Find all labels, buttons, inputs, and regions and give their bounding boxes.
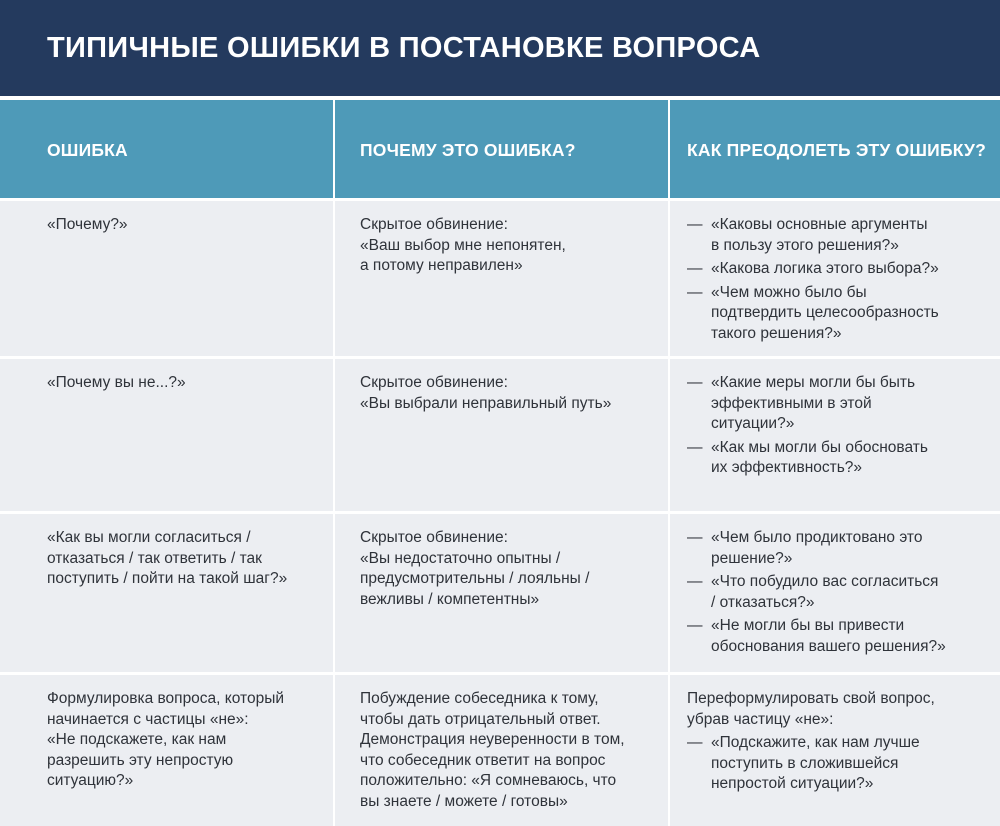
fix-text-line: подтвердить целесообразность [711,304,939,321]
fix-cell [670,675,1000,826]
fix-text-line: «Что побудило вас согласиться [711,573,939,590]
header-error: ОШИБКА [0,100,333,198]
title-bar [0,0,1000,96]
fix-intro-text-line: Переформулировать свой вопрос, [687,690,935,707]
fix-text-line: «Какова логика этого выбора?» [711,260,939,277]
fix-bullet [687,616,990,657]
error-text-line: Формулировка вопроса, который [47,690,284,707]
fix-intro [687,689,990,730]
fix-bullet [687,438,990,479]
error-text-line: «Почему?» [47,216,128,233]
error-cell [0,514,333,672]
header-why: ПОЧЕМУ ЭТО ОШИБКА? [335,100,668,198]
error-cell [0,675,333,826]
fix-intro-text-line: убрав частицу «не»: [687,710,834,728]
errors-table [0,100,1000,818]
why-text-line: вы знаете / можете / готовы» [360,792,568,810]
error-text-line: ситуацию?» [47,772,134,789]
error-text-line: отказаться / так ответить / так [47,549,262,567]
why-text-line: Скрытое обвинение: [360,216,508,233]
fix-bullet [687,528,990,569]
fix-cell [670,201,1000,356]
why-cell [335,359,668,511]
fix-cell [670,514,1000,672]
why-text-line: чтобы дать отрицательный ответ. [360,710,601,728]
fix-text-line: «Каковы основные аргументы [711,216,928,233]
error-text-line: «Не подскажете, как нам [47,731,227,748]
why-text-line: «Вы выбрали неправильный путь» [360,394,612,412]
dash-bullet-icon: — [687,374,703,391]
why-text-line: положительно: «Я сомневаюсь, что [360,772,617,789]
fix-text-line: их эффективность?» [711,459,863,476]
fix-text-line: ситуации?» [711,415,795,432]
fix-bullet [687,373,990,435]
fix-text-line: «Не могли бы вы привести [711,617,905,634]
fix-cell [670,359,1000,511]
why-cell [335,675,668,826]
dash-bullet-icon: — [687,438,703,456]
fix-bullet [687,572,990,613]
why-text-line: Скрытое обвинение: [360,529,508,546]
fix-text-line: эффективными в этой [711,394,872,412]
dash-bullet-icon: — [687,216,703,233]
dash-bullet-icon: — [687,260,703,277]
why-text-line: Скрытое обвинение: [360,374,508,391]
dash-bullet-icon: — [687,529,703,546]
why-text-line: а потому неправилен» [360,257,523,274]
dash-bullet-icon: — [687,734,703,751]
dash-bullet-icon: — [687,573,703,590]
error-cell [0,201,333,356]
why-cell [335,201,668,356]
fix-text-line: «Подскажите, как нам лучше [711,734,920,751]
why-text-line: вежливы / компетентны» [360,590,540,608]
why-text-line: предусмотрительны / лояльны / [360,570,590,587]
why-cell [335,514,668,672]
fix-text-line: / отказаться?» [711,593,815,611]
why-text-line: «Ваш выбор мне непонятен, [360,236,566,254]
dash-bullet-icon: — [687,283,703,301]
fix-text-line: в пользу этого решения?» [711,236,899,254]
error-text-line: начинается с частицы «не»: [47,710,249,728]
why-text-line: Демонстрация неуверенности в том, [360,731,625,748]
why-text-line: Побуждение собеседника к тому, [360,690,599,707]
fix-bullet [687,283,990,345]
why-text-line: что собеседник ответит на вопрос [360,751,606,769]
fix-text-line: обоснования вашего решения?» [711,637,946,655]
error-text-line: разрешить эту непростую [47,751,234,769]
fix-text-line: «Чем было продиктовано это [711,529,923,546]
error-cell [0,359,333,511]
fix-text-line: такого решения?» [711,324,842,342]
fix-text-line: «Чем можно было бы [711,283,867,301]
fix-bullet [687,259,990,280]
fix-bullet [687,733,990,795]
fix-text-line: непростой ситуации?» [711,775,874,792]
why-text-line: «Вы недостаточно опытны / [360,549,561,567]
error-text-line: «Почему вы не...?» [47,374,186,391]
error-text-line: «Как вы могли согласиться / [47,529,251,546]
fix-text-line: «Какие меры могли бы быть [711,374,916,391]
error-text-line: поступить / пойти на такой шаг?» [47,570,288,587]
fix-text-line: решение?» [711,549,793,567]
page-title: ТИПИЧНЫЕ ОШИБКИ В ПОСТАНОВКЕ ВОПРОСА [47,32,761,64]
fix-text-line: поступить в сложившейся [711,754,899,772]
dash-bullet-icon: — [687,617,703,634]
fix-bullet [687,215,990,256]
fix-text-line: «Как мы могли бы обосновать [711,438,928,456]
header-fix: КАК ПРЕОДОЛЕТЬ ЭТУ ОШИБКУ? [670,100,1000,198]
